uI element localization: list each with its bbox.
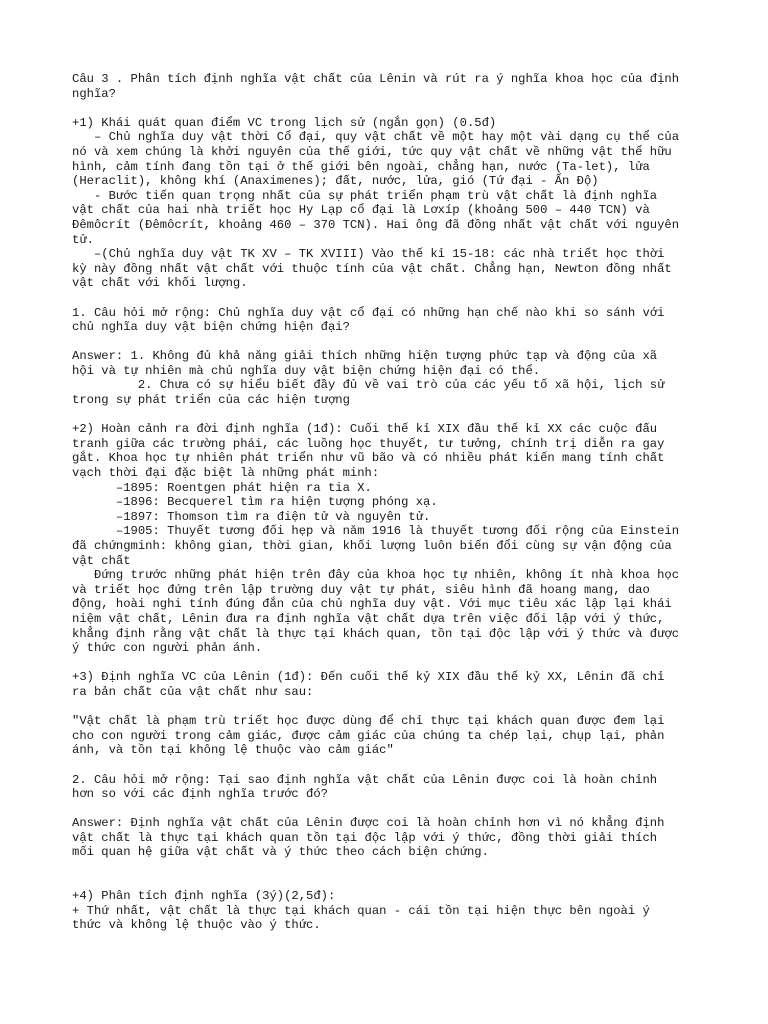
text-line: Câu 3 . Phân tích định nghĩa vật chất của Lênin và rút ra ý nghĩa khoa học của định bbox=[72, 72, 680, 86]
text-line: gắt. Khoa học tự nhiên phát triển như vũ bão và có nhiều phát kiến mang tính chất bbox=[72, 451, 665, 466]
text-line: Answer: 1. Không đủ khả năng giải thích những hiện tượng phức tạp và động của xã bbox=[72, 349, 658, 364]
blank-line bbox=[72, 101, 712, 116]
text-line: + Thứ nhất, vật chất là thực tại khách quan - cái tồn tại hiện thực bên ngoài ý bbox=[72, 903, 650, 918]
blank-line bbox=[72, 758, 712, 773]
blank-line bbox=[72, 802, 712, 817]
text-line: ánh, và tồn tại không lệ thuộc vào cảm giác" bbox=[72, 743, 394, 758]
text-line: vật chất của hai nhà triết học Hy Lạp cổ đại là Lơxíp (khoảng 500 – 440 TCN) và bbox=[72, 203, 650, 218]
text-line: Đứng trước những phát hiện trên đây của khoa học tự nhiên, không ít nhà khoa học bbox=[72, 568, 680, 583]
blank-line bbox=[72, 700, 712, 715]
text-line: vật chất là thực tại khách quan tồn tại độc lập với ý thức, đồng thời giải thích bbox=[72, 830, 658, 845]
text-line: tử. bbox=[72, 232, 94, 247]
text-line: và triết học đứng trên lập trường duy vật tự phát, siêu hình đã hoang mang, dao bbox=[72, 582, 650, 597]
blank-line bbox=[72, 656, 712, 671]
text-line: "Vật chất là phạm trù triết học được dùng để chỉ thực tại khách quan được đem lại bbox=[72, 714, 665, 729]
blank-line bbox=[72, 875, 712, 890]
text-line: – Chủ nghĩa duy vật thời Cổ đại, quy vật chất về một hay một vài dạng cụ thể của bbox=[72, 130, 680, 145]
text-line: kỳ này đồng nhất vật chất với thuộc tính của vật chất. Chẳng hạn, Newton đồng nhất bbox=[72, 261, 672, 276]
text-line: mối quan hệ giữa vật chất và ý thức theo cách biện chứng. bbox=[72, 845, 489, 860]
text-line: 2. Câu hỏi mở rộng: Tại sao định nghĩa vật chất của Lênin được coi là hoàn chỉnh bbox=[72, 772, 658, 787]
text-line: ý thức con người phản ánh. bbox=[72, 641, 263, 656]
text-line: vật chất với khối lượng. bbox=[72, 276, 248, 291]
text-line: vật chất bbox=[72, 553, 131, 568]
text-line: - Bước tiến quan trọng nhất của sự phát triển phạm trù vật chất là định nghĩa bbox=[72, 188, 658, 203]
text-line: +1) Khái quát quan điểm VC trong lịch sử (ngắn gọn) (0.5đ) bbox=[72, 115, 497, 130]
text-line: 2. Chưa có sự hiểu biết đầy đủ về vai trò của các yếu tố xã hội, lịch sử bbox=[72, 378, 665, 393]
text-line: thức và không lệ thuộc vào ý thức. bbox=[72, 918, 321, 933]
text-line: (Heraclit), không khí (Anaximenes); đất, nước, lửa, gió (Tứ đại - Ấn Độ) bbox=[72, 174, 599, 189]
text-line: chủ nghĩa duy vật biện chứng hiện đại? bbox=[72, 320, 350, 335]
text-line: nó và xem chúng là khởi nguyên của thế giới, tức quy vật chất về những vật thể hữu bbox=[72, 144, 672, 159]
text-line: +2) Hoàn cảnh ra đời định nghĩa (1đ): Cuối thế kỉ XIX đầu thế kỉ XX các cuộc đấu bbox=[72, 422, 658, 437]
text-line: động, hoài nghi tính đúng đắn của chủ nghĩa duy vật. Với mục tiêu xác lập lại khái bbox=[72, 597, 672, 612]
text-line: +4) Phân tích định nghĩa (3ý)(2,5đ): bbox=[72, 889, 336, 904]
text-line: –(Chủ nghĩa duy vật TK XV – TK XVIII) Vào thế kỉ 15-18: các nhà triết học thời bbox=[72, 247, 665, 262]
text-line: 1. Câu hỏi mở rộng: Chủ nghĩa duy vật cổ đại có những hạn chế nào khi so sánh với bbox=[72, 305, 665, 320]
text-line: –1905: Thuyết tương đối hẹp và năm 1916 là thuyết tương đối rộng của Einstein bbox=[72, 524, 680, 539]
text-line: –1897: Thomson tìm ra điện tử và nguyên tử. bbox=[72, 509, 431, 524]
text-line: tranh giữa các trường phái, các luồng học thuyết, tư tưởng, chính trị diễn ra gay bbox=[72, 436, 665, 451]
text-line: ra bản chất của vật chất như sau: bbox=[72, 684, 314, 699]
text-line: đã chứngminh: không gian, thời gian, khối lượng luôn biến đổi cùng sự vận động của bbox=[72, 539, 672, 553]
document-page bbox=[72, 72, 712, 933]
text-line: vạch thời đại đặc biệt là những phát minh: bbox=[72, 466, 380, 481]
text-line: Answer: Định nghĩa vật chất của Lênin được coi là hoàn chỉnh hơn vì nó khẳng định bbox=[72, 816, 665, 831]
blank-line bbox=[72, 408, 712, 423]
text-line: Đêmôcrít (Đêmôcrít, khoảng 460 – 370 TCN). Hai ông đã đồng nhất vật chất với nguyên bbox=[72, 217, 680, 232]
text-line: niệm vật chất, Lênin đưa ra định nghĩa vật chất dựa trên việc đối lập với ý thức, bbox=[72, 611, 665, 626]
text-line: cho con người trong cảm giác, được cảm giác của chúng ta chép lại, chụp lại, phản bbox=[72, 728, 665, 743]
text-line: hơn so với các định nghĩa trước đó? bbox=[72, 787, 328, 802]
text-line: khẳng định rằng vật chất là thực tại khách quan, tồn tại độc lập với ý thức và được bbox=[72, 626, 680, 641]
text-line: hội và tự nhiên mà chủ nghĩa duy vật biện chứng hiện đại có thể. bbox=[72, 363, 541, 378]
text-line: nghĩa? bbox=[72, 86, 116, 101]
text-line: –1895: Roentgen phát hiện ra tia X. bbox=[72, 480, 372, 495]
text-line: +3) Định nghĩa VC của Lênin (1đ): Đến cuối thế kỷ XIX đầu thế kỷ XX, Lênin đã chỉ bbox=[72, 670, 665, 685]
text-line: hình, cảm tính đang tồn tại ở thế giới bên ngoài, chẳng hạn, nước (Ta-let), lửa bbox=[72, 159, 650, 174]
text-line: –1896: Becquerel tìm ra hiện tượng phóng xạ. bbox=[72, 495, 438, 510]
text-line: trong sự phát triển của các hiện tượng bbox=[72, 393, 350, 408]
blank-line bbox=[72, 291, 712, 306]
blank-line bbox=[72, 335, 712, 350]
blank-line bbox=[72, 860, 712, 875]
